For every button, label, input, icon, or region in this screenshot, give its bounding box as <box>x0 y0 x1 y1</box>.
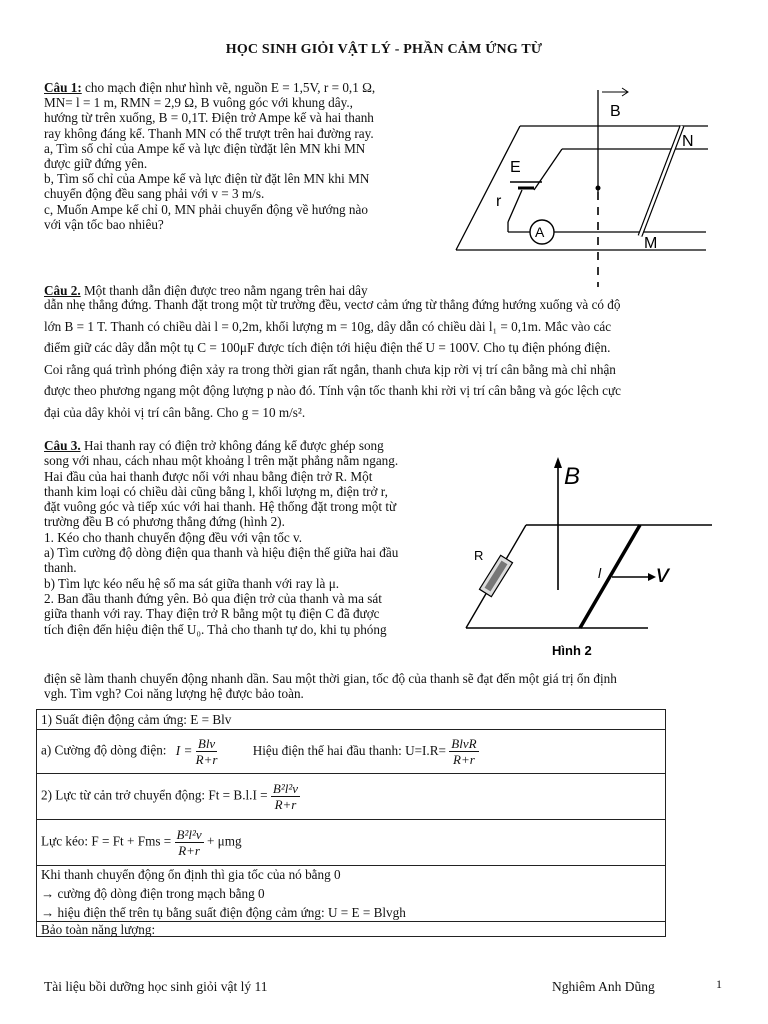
q1-line: với vận tốc bao nhiêu? <box>44 216 164 232</box>
footer-left: Tài liệu bồi dưỡng học sinh giỏi vật lý 11 <box>44 979 268 994</box>
q3-line: trường đều B có phương thẳng đứng (hình 2). <box>44 514 285 530</box>
q1-line: ray không đáng kể. Thanh MN có thể trượt trên hai đường ray. <box>44 125 374 141</box>
q3-line: 1. Kéo cho thanh chuyển động đều với vận tốc v. <box>44 529 303 545</box>
fig2-label-r: R <box>474 548 484 563</box>
solution-text: 2) Lực từ cản trở chuyển động: Ft = B.l.I = <box>41 787 268 803</box>
solution-text: 1) Suất điện động cảm ứng: E = Blv <box>41 712 232 727</box>
fig1-label-n: N <box>682 133 694 150</box>
q2-line: lớn B = 1 T. Thanh có chiều dài l = 0,2m, khối lượng m = 10g, dây dẫn có chiều dài l₁ = 0,1m. Mắc vào các <box>44 318 612 334</box>
q2-line: được theo phương ngang một động lượng p nào đó. Tính vận tốc thanh khi rời vị trí cân bằng và góc lệch cực <box>44 383 622 398</box>
fraction: $\frac{\text{B²l²v}}{R+r}$ <box>272 781 299 812</box>
q3-line: song với nhau, cách nhau một khoảng l trên mặt phẳng nằm ngang. <box>44 453 399 469</box>
solution-table <box>36 709 666 937</box>
solution-text: a) Cường độ dòng điện: <box>41 742 167 758</box>
formula-i: I = <box>175 742 193 758</box>
resistor-icon <box>479 555 512 596</box>
q2-label: Câu 2. <box>44 283 81 298</box>
q3-line: b) Tìm lực kéo nếu hệ số ma sát giữa thanh với ray là μ. <box>44 575 340 591</box>
q2-line: điểm giữ các dây dẫn một tụ C = 100μF được tích điện tới hiệu điện thế U = 100V. Cho tụ điện phóng điện. <box>44 340 611 355</box>
solution-text: + μmg <box>206 833 242 849</box>
q3-line: Hai thanh ray có điện trở không đáng kể được ghép song <box>80 438 384 453</box>
q3-line: Hai đầu của hai thanh được nối với nhau bằng điện trở R. Một <box>44 468 373 484</box>
q1-line: được giữ đứng yên. <box>44 156 148 172</box>
solution-text: Khi thanh chuyển động ổn định thì gia tốc của nó bằng 0 <box>41 867 341 882</box>
solution-text: → cường độ dòng điện trong mạch bằng 0 <box>41 886 265 901</box>
solution-text: Lực kéo: F = Ft + Fms = <box>41 833 172 849</box>
fig1-label-e: E <box>510 159 521 176</box>
footer-author: Nghiêm Anh Dũng <box>552 979 655 994</box>
solution-text: → hiệu điện thế trên tụ bằng suất điện động cảm ứng: U = E = Blvgh <box>41 905 406 920</box>
q3-label: Câu 3. <box>44 438 81 453</box>
q3-line: vgh. Tìm vgh? Coi năng lượng hệ được bảo toàn. <box>44 686 304 702</box>
solution-row <box>37 866 665 922</box>
q3-line: thanh. <box>44 560 77 576</box>
q3-line: điện sẽ làm thanh chuyển động nhanh dần. Sau một thời gian, tốc độ của thanh sẽ đạt đến một giá trị ổn định <box>44 671 617 686</box>
solution-row <box>37 922 665 938</box>
q1-label: Câu 1: <box>44 80 82 95</box>
q1-line: hướng từ trên xuống, B = 0,1T. Điện trở Ampe kế và hai thanh <box>44 110 374 126</box>
solution-text: Hiệu điện thế hai đầu thanh: U=I.R= <box>252 742 446 758</box>
q2-line: Coi rằng quá trình phóng điện xảy ra trong thời gian rất ngắn, thanh chưa kịp rời vị trí cân bằng mà chỉ nhận <box>44 361 616 377</box>
q3-line: tích điện đến hiệu điện thế U₀. Thả cho thanh tự do, khi tụ phóng <box>44 621 387 637</box>
q1-line: c, Muốn Ampe kế chỉ 0, MN phải chuyển động về hướng nào <box>44 201 368 217</box>
q1-line: a, Tìm số chỉ của Ampe kế và lực điện từđặt lên MN khi MN <box>44 140 366 156</box>
q1-line: b, Tìm số chỉ của Ampe kế và lực điện từ đặt lên MN khi MN <box>44 171 370 187</box>
q3-line: 2. Ban đầu thanh đứng yên. Bỏ qua điện trở của thanh và ma sát <box>44 590 382 606</box>
question-3-tail <box>44 671 724 702</box>
figure-2-rails <box>462 452 732 662</box>
q3-line: thanh kim loại có chiều dài cũng bằng l, khối lượng m, điện trở r, <box>44 483 388 499</box>
fraction: $\frac{\text{Blv}}{R+r}$ <box>195 736 218 767</box>
fraction: $\frac{\text{BlvR}}{R+r}$ <box>451 736 477 767</box>
fig1-label-a: A <box>535 224 545 240</box>
fig1-label-m: M <box>644 235 658 252</box>
solution-text: Bảo toàn năng lượng: <box>41 922 156 937</box>
q1-line: chuyển động đều sang phải với v = 3 m/s. <box>44 186 265 202</box>
q2-line: Một thanh dẫn điện được treo nằm ngang trên hai dây <box>80 283 368 298</box>
page-number: 1 <box>716 977 722 991</box>
page-title: HỌC SINH GIỎI VẬT LÝ - PHẦN CẢM ỨNG TỪ <box>225 42 543 57</box>
solution-row <box>37 774 665 820</box>
fig2-caption: Hình 2 <box>552 643 592 658</box>
fig2-label-v: v <box>656 558 669 588</box>
q2-line: đại của dây khỏi vị trí cân bằng. Cho g = 10 m/s². <box>44 404 306 420</box>
q1-line: MN= l = 1 m, RMN = 2,9 Ω, B vuông góc với khung dây., <box>44 95 353 111</box>
fig1-label-r: r <box>496 193 502 210</box>
question-1 <box>44 80 439 232</box>
q3-line: a) Tìm cường độ dòng điện qua thanh và hiệu điện thế giữa hai đầu <box>44 545 399 561</box>
fig2-label-b: B <box>564 463 581 490</box>
question-2-body <box>44 294 724 423</box>
fig2-label-l: l <box>598 565 602 581</box>
q3-line: giữa thanh với ray. Thay điện trở R bằng một tụ điện C đã được <box>44 606 380 622</box>
solution-row <box>37 820 665 866</box>
figure-1-circuit <box>450 82 720 292</box>
solution-row <box>37 730 665 774</box>
q2-line: dẫn nhẹ thẳng đứng. Thanh đặt trong một từ trường đều, vectơ cảm ứng từ thẳng đứng hướng xuống và có độ <box>44 297 621 312</box>
question-3 <box>44 438 454 637</box>
q3-line: đặt vuông góc và tiếp xúc với hai thanh. Hệ thống đặt trong một từ <box>44 499 397 515</box>
q1-line: cho mạch điện như hình vẽ, nguồn E = 1,5V, r = 0,1 Ω, <box>81 80 376 95</box>
fig1-label-b: B <box>610 103 621 120</box>
fraction: $\frac{\text{B²l²v}}{R+r}$ <box>176 827 202 858</box>
solution-row <box>37 710 665 730</box>
